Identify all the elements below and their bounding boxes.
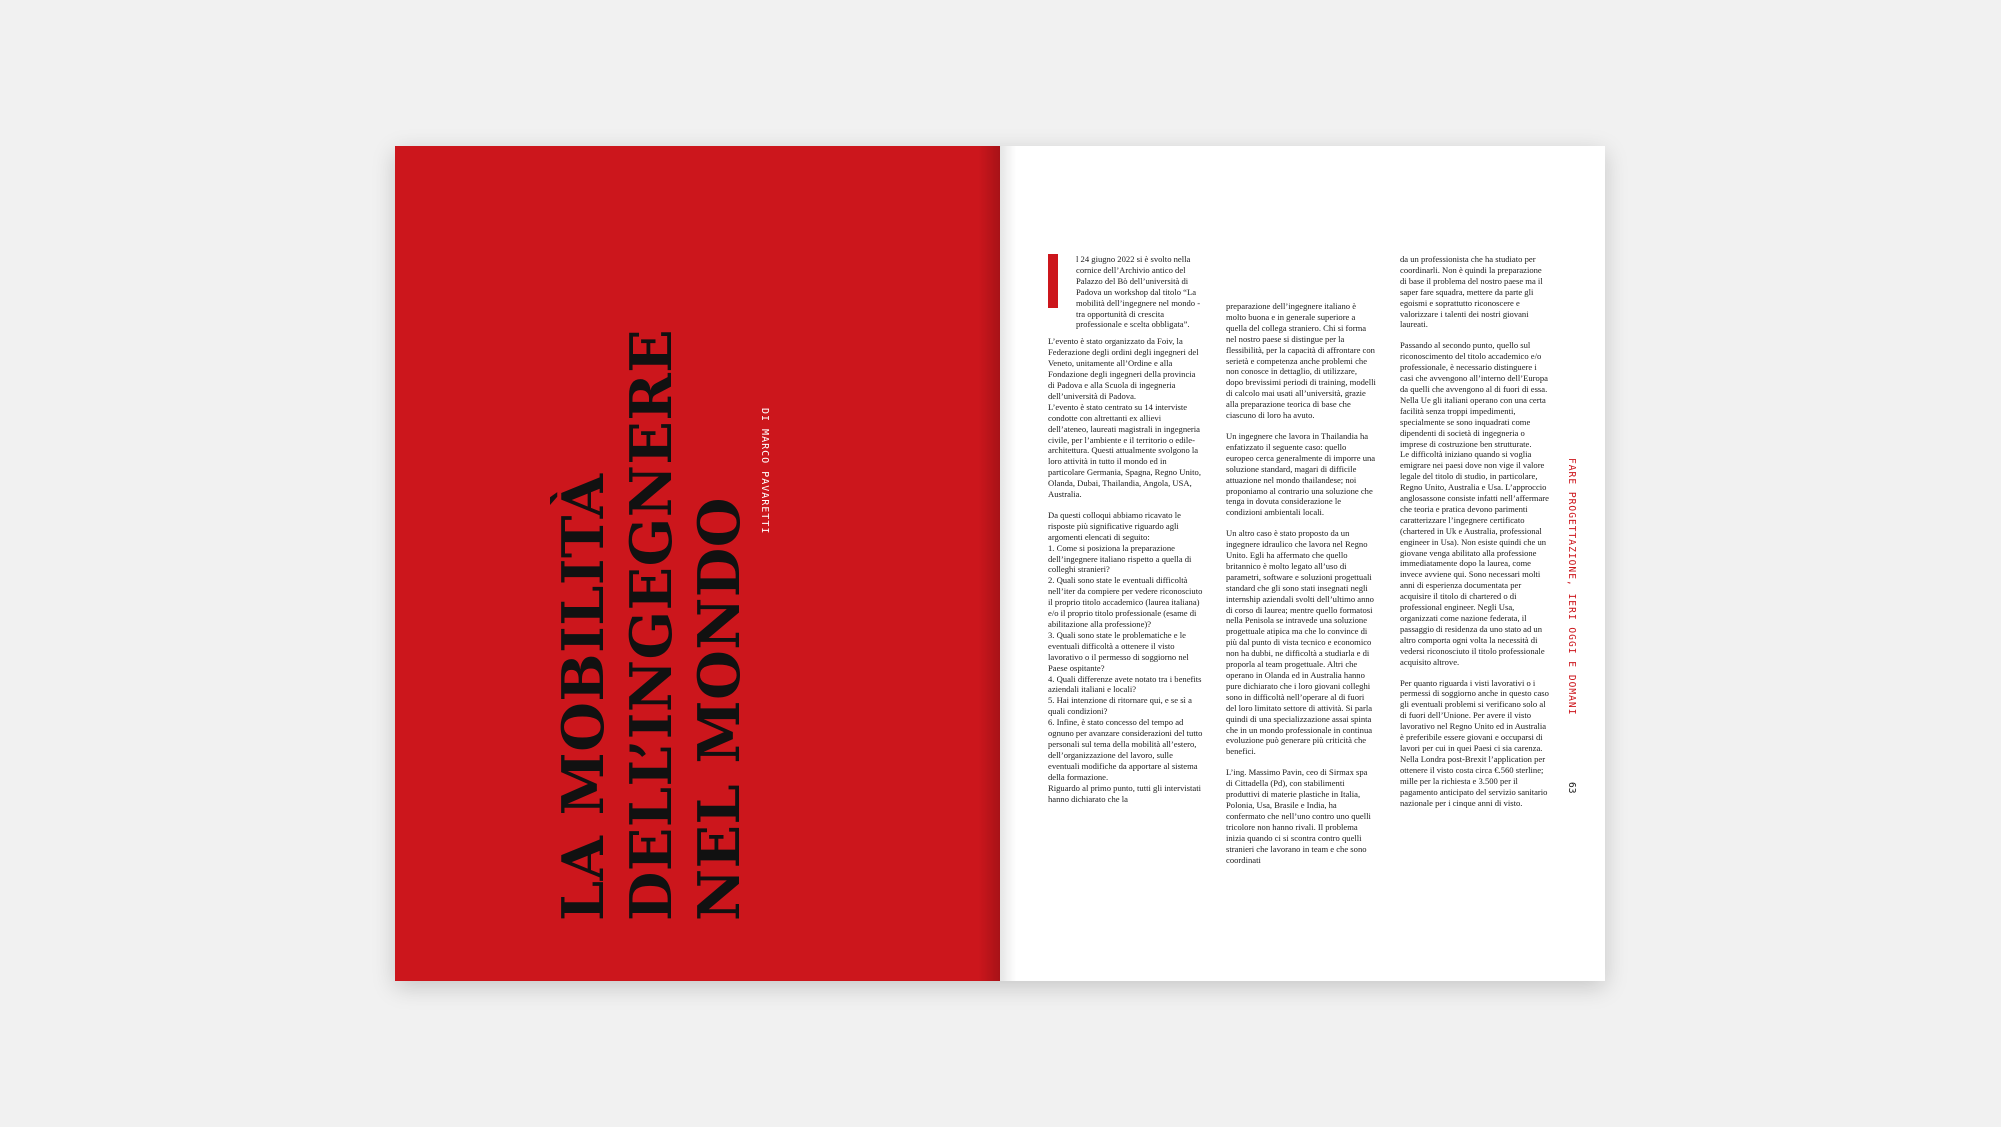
paragraph: L’evento è stato organizzato da Foiv, la Federazione degli ordini degli ingegneri del Veneto, unitamente all’Ordine e alla Fondazione degli ingegneri della provincia di Padova e alla Scuola di ingegneria dell’università di Padova. L’evento è stato centrato su 14 interviste condotte con altrettanti ex allievi dell’ateneo, laureati magistrali in ingegneria civile, per l’ambiente e il territorio o edile-architettura. Questi attualmente svolgono la loro attività in tutto il mondo ed in particolare Germania, Spagna, Regno Unito, Olanda, Dubai, Thailandia, Angola, USA, Australia.	[1048, 336, 1201, 500]
paragraph: preparazione dell’ingegnere italiano è molto buona e in generale superiore a quella del collega straniero. Chi si forma nel nostro paese si distingue per la flessibilità, per la capacità di affrontare con serietà e competenza anche problemi che non conosce in dettaglio, di utilizzare, dopo brevissimi periodi di training, modelli di calcolo mai usati all’università, grazie alla preparazione teorica di base che ciascuno di loro ha avuto.	[1226, 301, 1376, 421]
text-column-3	[1400, 254, 1550, 818]
paragraph: l 24 giugno 2022 si è svolto nella cornice dell’Archivio antico del Palazzo del Bò dell’università di Padova un workshop dal titolo “La mobilità dell’ingegnere nel mondo - tra opportunità di crescita professionale e scelta obbligata”.	[1076, 254, 1201, 330]
byline-text: DI MARCO PAVARETTI	[759, 408, 770, 535]
text-column-1	[1048, 254, 1203, 814]
title-line-3: NEL MONDO	[686, 497, 753, 921]
paragraph: Un altro caso è stato proposto da un ingegnere idraulico che lavora nel Regno Unito. Egli ha affermato che quello britannico è molto legato all’uso di parametri, software e soluzioni progettuali standard che gli sono stati insegnati negli internship aziendali svolti dell’ultimo anno di corso di laurea; mentre quello formatosi nella Penisola se intravede una soluzione progettuale atipica ma che lo convince di più dal punto di vista tecnico e economico non ha dubbi, ne difficoltà a studiarla e di proporla al team progettuale. Altri che operano in Olanda ed in Australia hanno pure dichiarato che i loro giovani colleghi sono in difficoltà nell’operare al di fuori del loro limitato settore di attività. Si parla quindi di una specializzazione assai spinta che in un mondo professionale in continua evoluzione può generare più criticità che benefici.	[1226, 528, 1374, 757]
title-line-1: LA MOBILITÀ	[550, 473, 617, 921]
page-number-text: 63	[1566, 782, 1577, 794]
paragraph: Un ingegnere che lavora in Thailandia ha enfatizzato il seguente caso: quello europeo cerca generalmente di imporre una soluzione standard, magari di difficile attuazione nel mondo thailandese; noi proponiamo al contrario una soluzione che tenga in dovuta considerazione le condizioni ambientali locali.	[1226, 430, 1376, 518]
drop-cap-bar	[1048, 254, 1058, 308]
paragraph: L’ing. Massimo Pavin, ceo di Sirmax spa di Cittadella (Pd), con stabilimenti produttivi di materie plastiche in Italia, Polonia, Usa, Brasile e India, ha confermato che nell’uno contro uno quelli tricolore non hanno rivali. Il problema inizia quando ci si scontra contro quelli stranieri che lavorano in team e che sono coordinati	[1226, 767, 1371, 865]
running-head-text: FARE PROGETTAZIONE, IERI OGGI E DOMANI	[1566, 458, 1577, 716]
title-line-2: DELL’INGEGNERE	[618, 328, 685, 921]
paragraph: da un professionista che ha studiato per coordinarli. Non è quindi la preparazione di base il problema del nostro paese ma il saper fare squadra, mettere da parte gli egoismi e soprattutto riconoscere e valorizzare i talenti dei nostri giovani laureati.	[1400, 254, 1543, 330]
paragraph: Per quanto riguarda i visti lavorativi o i permessi di soggiorno anche in questo caso gli eventuali problemi si verificano solo al di fuori dell’Unione. Per avere il visto lavorativo nel Regno Unito ed in Australia è preferibile essere giovani e occuparsi di lavori per cui in quei Paesi ci sia carenza. Nella Londra post-Brexit l’application per ottenere il visto costa circa €.560 sterline; mille per la richiesta e 3.500 per il pagamento anticipato del servizio sanitario nazionale per i cinque anni di visto.	[1400, 677, 1549, 808]
drop-cap-block	[1048, 254, 1203, 330]
right-page	[1000, 146, 1605, 981]
paragraph: Da questi colloqui abbiamo ricavato le risposte più significative riguardo agli argomenti elencati di seguito: 1. Come si posiziona la preparazione dell’ingegnere italiano rispetto a quella di colleghi stranieri? 2. Quali sono state le eventuali difficoltà nell’iter da compiere per vedere riconosciuto il proprio titolo accademico (laurea italiana) e/o il proprio titolo professionale (esame di abilitazione alla professione)? 3. Quali sono state le problematiche e le eventuali difficoltà a ottenere il visto lavorativo o il permesso di soggiorno nel Paese ospitante? 4. Quali differenze avete notato tra i benefits aziendali italiani e locali? 5. Hai intenzione di ritornare qui, e se sì a quali condizioni? 6. Infine, è stato concesso del tempo ad ognuno per avanzare considerazioni del tutto personali sul tema della mobilità all’estero, dell’organizzazione del lavoro, sulle eventuali modifiche da apportare al sistema della formazione. Riguardo al primo punto, tutti gli intervistati hanno dichiarato che la	[1048, 509, 1203, 804]
paragraph: Passando al secondo punto, quello sul riconoscimento del titolo accademico e/o professionale, è necessario distinguere i casi che avvengono all’interno dell’Europa da quelli che avvengono al di fuori di essa. Nella Ue gli italiani operano con una certa facilità senza troppi impedimenti, specialmente se sono inquadrati come dipendenti di società di ingegneria o imprese di costruzione ben strutturate. Le difficoltà iniziano quando si voglia emigrare nei paesi dove non vige il valore legale del titolo di studio, in particolare, Regno Unito, Australia e Usa. L’approccio anglosassone consiste infatti nell’affermare che teoria e pratica devono parimenti caratterizzare l’ingegnere certificato (chartered in Uk e Australia, professional engineer in Usa). Non esiste quindi che un giovane venga abilitato alla professione immediatamente dopo la laurea, come invece avviene qui. Sono necessari molti anni di esperienza documentata per acquisire il titolo di chartered o di professional engineer. Negli Usa, organizzati come nazione federata, il passaggio di residenza da uno stato ad un altro comporta ogni volta la necessità di vedersi riconosciuto il titolo professionale acquisito altrove.	[1400, 340, 1549, 667]
left-page	[395, 146, 1000, 981]
text-column-2	[1226, 301, 1376, 875]
